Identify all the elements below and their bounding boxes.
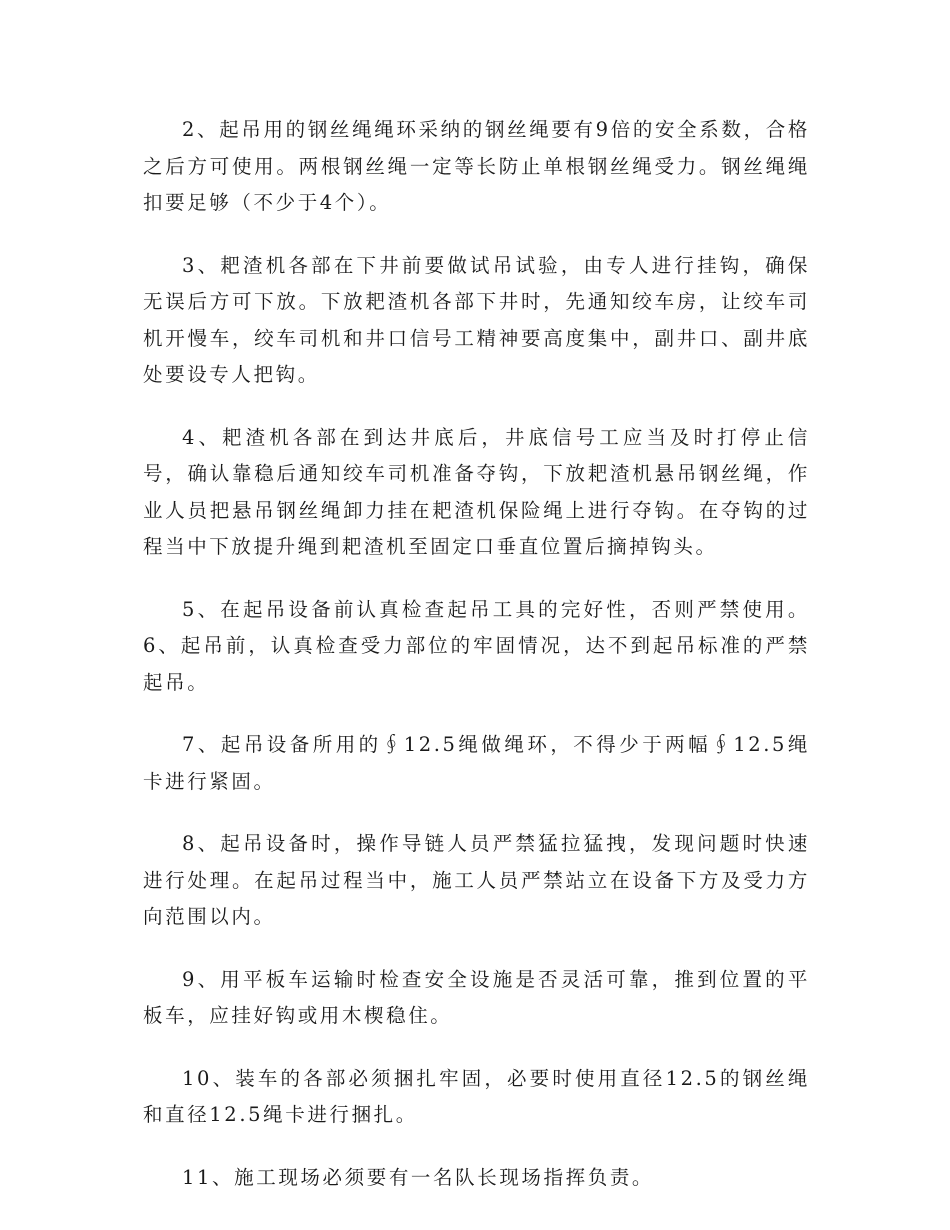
paragraph-item-4: 4、耙渣机各部在到达井底后，井底信号工应当及时打停止信号，确认靠稳后通知绞车司机准备夺钩，下放耙渣机悬吊钢丝绳，作业人员把悬吊钢丝绳卸力挂在耙渣机保险绳上进行夺钩。在夺钩的过程当中下放提升绳到耙渣机至固定口垂直位置后摘掉钩头。 <box>143 425 810 558</box>
paragraph-item-7: 7、起吊设备所用的∮12.5绳做绳环，不得少于两幅∮12.5绳卡进行紧固。 <box>143 733 810 793</box>
paragraph-item-2: 2、起吊用的钢丝绳绳环采纳的钢丝绳要有9倍的安全系数，合格之后方可使用。两根钢丝绳一定等长防止单根钢丝绳受力。钢丝绳绳扣要足够（不少于4个）。 <box>143 118 810 214</box>
paragraph-item-9: 9、用平板车运输时检查安全设施是否灵活可靠，推到位置的平板车，应挂好钩或用木楔稳住。 <box>143 967 810 1027</box>
paragraph-item-3: 3、耙渣机各部在下井前要做试吊试验，由专人进行挂钩，确保无误后方可下放。下放耙渣机各部下井时，先通知绞车房，让绞车司机开慢车，绞车司机和井口信号工精神要高度集中，副井口、副井底处要设专人把钩。 <box>143 253 810 386</box>
paragraph-item-8: 8、起吊设备时，操作导链人员严禁猛拉猛拽，发现问题时快速进行处理。在起吊过程当中，施工人员严禁站立在设备下方及受力方向范围以内。 <box>143 832 810 928</box>
paragraph-item-11: 11、施工现场必须要有一名队长现场指挥负责。 <box>182 1165 655 1189</box>
paragraph-item-10: 10、装车的各部必须捆扎牢固，必要时使用直径12.5的钢丝绳和直径12.5绳卡进行捆扎。 <box>143 1066 810 1126</box>
paragraph-item-5-6: 5、在起吊设备前认真检查起吊工具的完好性，否则严禁使用。6、起吊前，认真检查受力部位的牢固情况，达不到起吊标准的严禁起吊。 <box>143 597 810 694</box>
